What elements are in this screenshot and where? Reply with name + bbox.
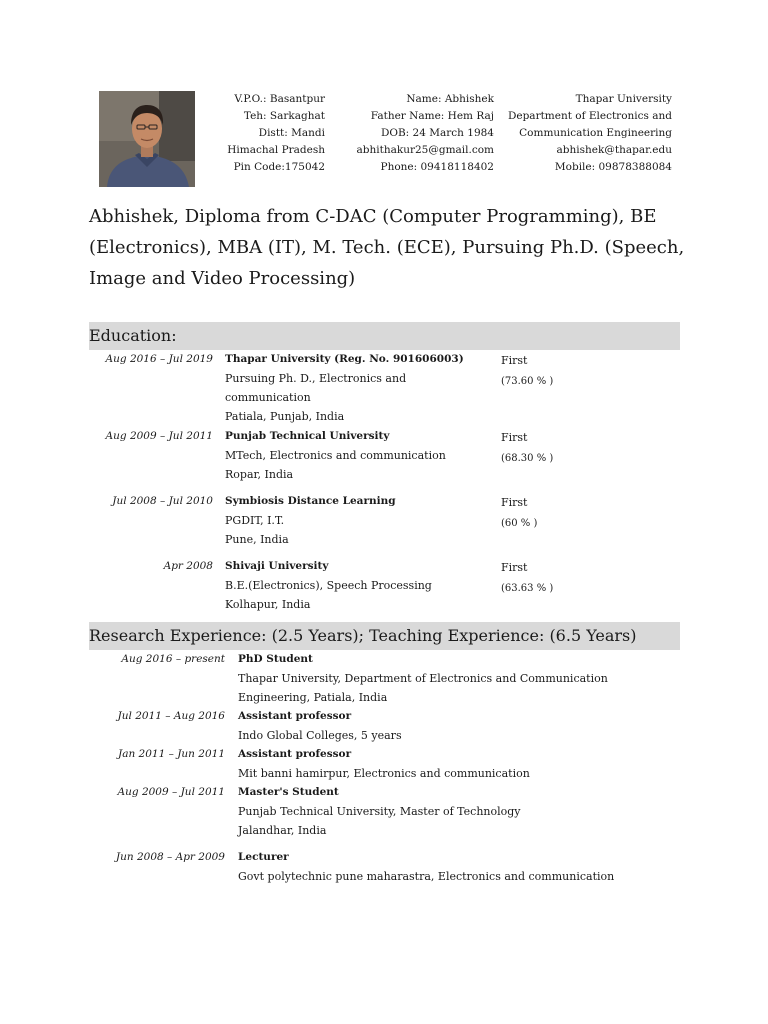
grade-percent: (63.63 % ) bbox=[501, 583, 554, 594]
address-line: Teh: Sarkaghat bbox=[243, 110, 325, 122]
institution-line: Communication Engineering bbox=[519, 127, 672, 139]
entry-body bbox=[238, 783, 628, 840]
entry-date: Aug 2016 – present bbox=[121, 653, 225, 665]
entry-grade bbox=[501, 492, 601, 534]
address-line: Himachal Pradesh bbox=[227, 144, 325, 156]
entry-detail: Pursuing Ph. D., Electronics and communication bbox=[225, 372, 407, 404]
grade-label: First bbox=[501, 496, 528, 509]
entry-detail: Patiala, Punjab, India bbox=[225, 410, 345, 423]
institution-block bbox=[500, 91, 672, 176]
grade-label: First bbox=[501, 561, 528, 574]
grade-percent: (73.60 % ) bbox=[501, 376, 554, 387]
entry-date: Apr 2008 bbox=[163, 560, 213, 572]
work-email-link[interactable]: abhishek@thapar.edu bbox=[556, 144, 672, 156]
entry-detail: B.E.(Electronics), Speech Processing bbox=[225, 579, 432, 592]
entry-body bbox=[238, 707, 628, 745]
education-section-header bbox=[89, 322, 680, 350]
entry-detail: MTech, Electronics and communication bbox=[225, 449, 446, 462]
entry-organization: Shivaji University bbox=[225, 560, 329, 572]
entry-date: Aug 2009 – Jul 2011 bbox=[105, 430, 213, 442]
entry-organization: Punjab Technical University bbox=[225, 430, 390, 442]
address-line: V.P.O.: Basantpur bbox=[234, 93, 325, 105]
father-name-line: Father Name: Hem Raj bbox=[370, 110, 494, 122]
entry-body bbox=[225, 427, 495, 484]
entry-role: Lecturer bbox=[238, 851, 289, 863]
address-line: Distt: Mandi bbox=[258, 127, 325, 139]
email-link[interactable]: abhithakur25@gmail.com bbox=[356, 144, 494, 156]
entry-date: Aug 2016 – Jul 2019 bbox=[105, 353, 213, 365]
dob-line: DOB: 24 March 1984 bbox=[380, 127, 494, 139]
entry-role: Assistant professor bbox=[238, 710, 352, 722]
entry-detail: Govt polytechnic pune maharastra, Electronics and communication bbox=[238, 870, 615, 883]
profile-photo bbox=[99, 91, 195, 187]
entry-detail: Punjab Technical University, Master of Technology bbox=[238, 805, 521, 818]
grade-label: First bbox=[501, 354, 528, 367]
address-block bbox=[200, 91, 325, 176]
entry-detail: Jalandhar, India bbox=[238, 824, 327, 837]
institution-line: Thapar University bbox=[575, 93, 672, 105]
entry-role: Assistant professor bbox=[238, 748, 352, 760]
grade-percent: (68.30 % ) bbox=[501, 453, 554, 464]
entry-detail: Ropar, India bbox=[225, 468, 294, 481]
entry-date: Jul 2008 – Jul 2010 bbox=[112, 495, 213, 507]
entry-detail: PGDIT, I.T. bbox=[225, 514, 285, 527]
entry-body bbox=[238, 650, 628, 707]
entry-body bbox=[225, 557, 495, 614]
entry-role: PhD Student bbox=[238, 653, 313, 665]
experience-section-header bbox=[89, 622, 680, 650]
section-title: Education: bbox=[89, 326, 177, 345]
entry-detail: Indo Global Colleges, 5 years bbox=[238, 729, 402, 742]
phone-line: Phone: 09418118402 bbox=[380, 161, 494, 173]
entry-organization: Symbiosis Distance Learning bbox=[225, 495, 396, 507]
entry-grade bbox=[501, 350, 601, 392]
entry-body bbox=[225, 350, 495, 426]
address-line: Pin Code:175042 bbox=[233, 161, 325, 173]
entry-detail: Pune, India bbox=[225, 533, 289, 546]
institution-line: Department of Electronics and bbox=[507, 110, 672, 122]
entry-organization: Thapar University (Reg. No. 901606003) bbox=[225, 353, 464, 365]
entry-detail: Kolhapur, India bbox=[225, 598, 311, 611]
personal-info-block bbox=[335, 91, 494, 176]
mobile-line: Mobile: 09878388084 bbox=[554, 161, 672, 173]
person-portrait-icon bbox=[99, 91, 195, 187]
section-title: Research Experience: (2.5 Years); Teaching Experience: (6.5 Years) bbox=[89, 626, 637, 645]
entry-grade bbox=[501, 427, 601, 469]
entry-date: Aug 2009 – Jul 2011 bbox=[117, 786, 225, 798]
entry-role: Master's Student bbox=[238, 786, 339, 798]
entry-body bbox=[238, 745, 628, 783]
grade-percent: (60 % ) bbox=[501, 518, 538, 529]
entry-body bbox=[238, 848, 628, 886]
entry-detail: Thapar University, Department of Electronics and Communication Engineering, Patiala, India bbox=[238, 672, 608, 704]
name-line: Name: Abhishek bbox=[406, 93, 494, 105]
resume-headline: Abhishek, Diploma from C-DAC (Computer Programming), BE (Electronics), MBA (IT), M. Tech. (ECE), Pursuing Ph.D. (Speech, Image and Video Processing) bbox=[89, 206, 685, 289]
grade-label: First bbox=[501, 431, 528, 444]
entry-date: Jan 2011 – Jun 2011 bbox=[117, 748, 225, 760]
entry-grade bbox=[501, 557, 601, 599]
entry-date: Jul 2011 – Aug 2016 bbox=[117, 710, 225, 722]
entry-date: Jun 2008 – Apr 2009 bbox=[115, 851, 225, 863]
entry-body bbox=[225, 492, 495, 549]
entry-detail: Mit banni hamirpur, Electronics and communication bbox=[238, 767, 530, 780]
